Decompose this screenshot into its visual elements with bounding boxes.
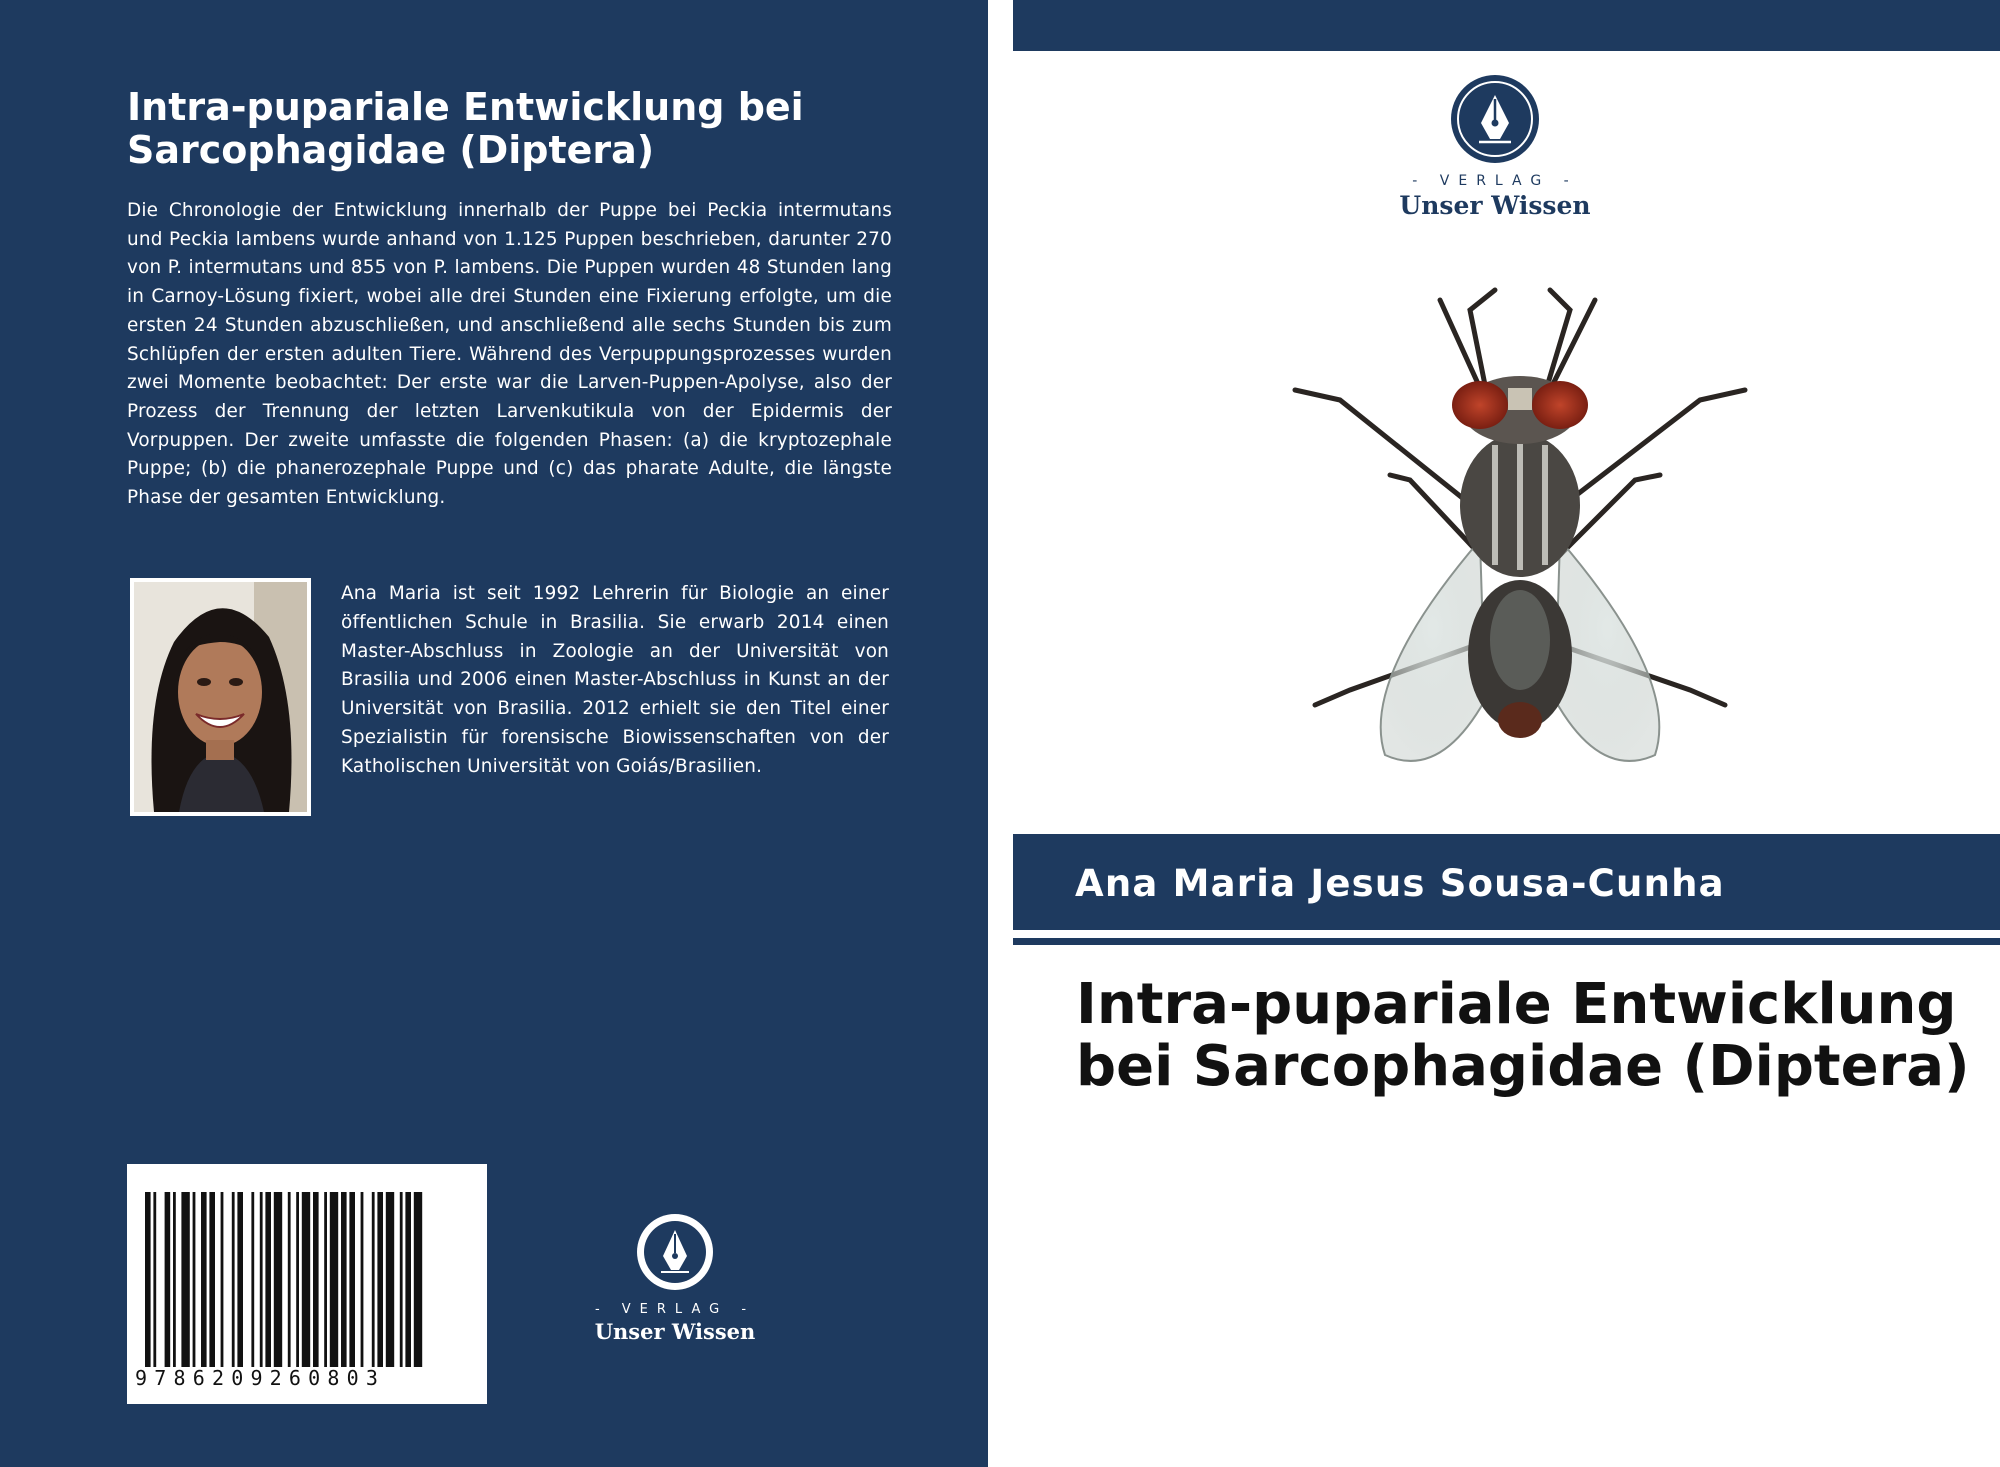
pen-nib-logo-icon [1449,73,1541,165]
front-top-bar [1013,0,2000,51]
barcode-digits: 9786209260803 [135,1366,386,1390]
front-publisher-verlag: - VERLAG - [1412,173,1578,189]
back-publisher-brand: Unser Wissen [594,1319,756,1344]
front-publisher-logo [1370,73,1620,220]
fly-photo [1240,260,1800,820]
divider-rule [1013,938,2000,945]
pen-nib-logo-icon [635,1212,715,1292]
author-bio: Ana Maria ist seit 1992 Lehrerin für Biologie an einer öffentlichen Schule in Brasilia. Sie erwarb 2014 einen Master-Abschluss in Zoologie an der Universität von Brasilia und 2006 einen Master-Abschluss in Kunst an der Universität von Brasilia. 2012 erhielt sie den Titel einer Spezialistin für forensische Biowissenschaften von der Katholischen Universität von Goiás/Brasilien. [341,583,889,777]
back-cover-title: Intra-pupariale Entwicklung bei Sarcophagidae (Diptera) [127,85,804,172]
front-cover-title: Intra-pupariale Entwicklung bei Sarcophagidae (Diptera) [1076,972,1970,1099]
spine [988,0,1013,1467]
front-publisher-brand: Unser Wissen [1399,191,1591,220]
author-portrait [130,578,311,816]
isbn-barcode [127,1164,487,1404]
back-cover [0,0,988,1467]
back-publisher-logo [575,1212,775,1344]
back-publisher-verlag: - VERLAG - [594,1302,756,1317]
back-cover-blurb: Die Chronologie der Entwicklung innerhalb der Puppe bei Peckia intermutans und Peckia lambens wurde anhand von 1.125 Puppen beschrieben, darunter 270 von P. intermutans und 855 von P. lambens. Die Puppen wurden 48 Stunden lang in Carnoy-Lösung fixiert, wobei alle drei Stunden eine Fixierung erfolgte, um die ersten 24 Stunden abzuschließen, und anschließend alle sechs Stunden bis zum Schlüpfen der ersten adulten Tiere. Während des Verpuppungsprozesses wurden zwei Momente beobachtet: Der erste war die Larven-Puppen-Apolyse, also der Prozess der Trennung der letzten Larvenkutikula von der Epidermis der Vorpuppen. Der zweite umfasste die folgenden Phasen: (a) die kryptozephale Puppe; (b) die phanerozephale Puppe und (c) das pharate Adulte, die längste Phase der gesamten Entwicklung. [127,200,892,509]
barcode-bars [145,1192,469,1367]
author-band [1013,834,2000,930]
front-author-name: Ana Maria Jesus Sousa-Cunha [1075,862,1725,905]
